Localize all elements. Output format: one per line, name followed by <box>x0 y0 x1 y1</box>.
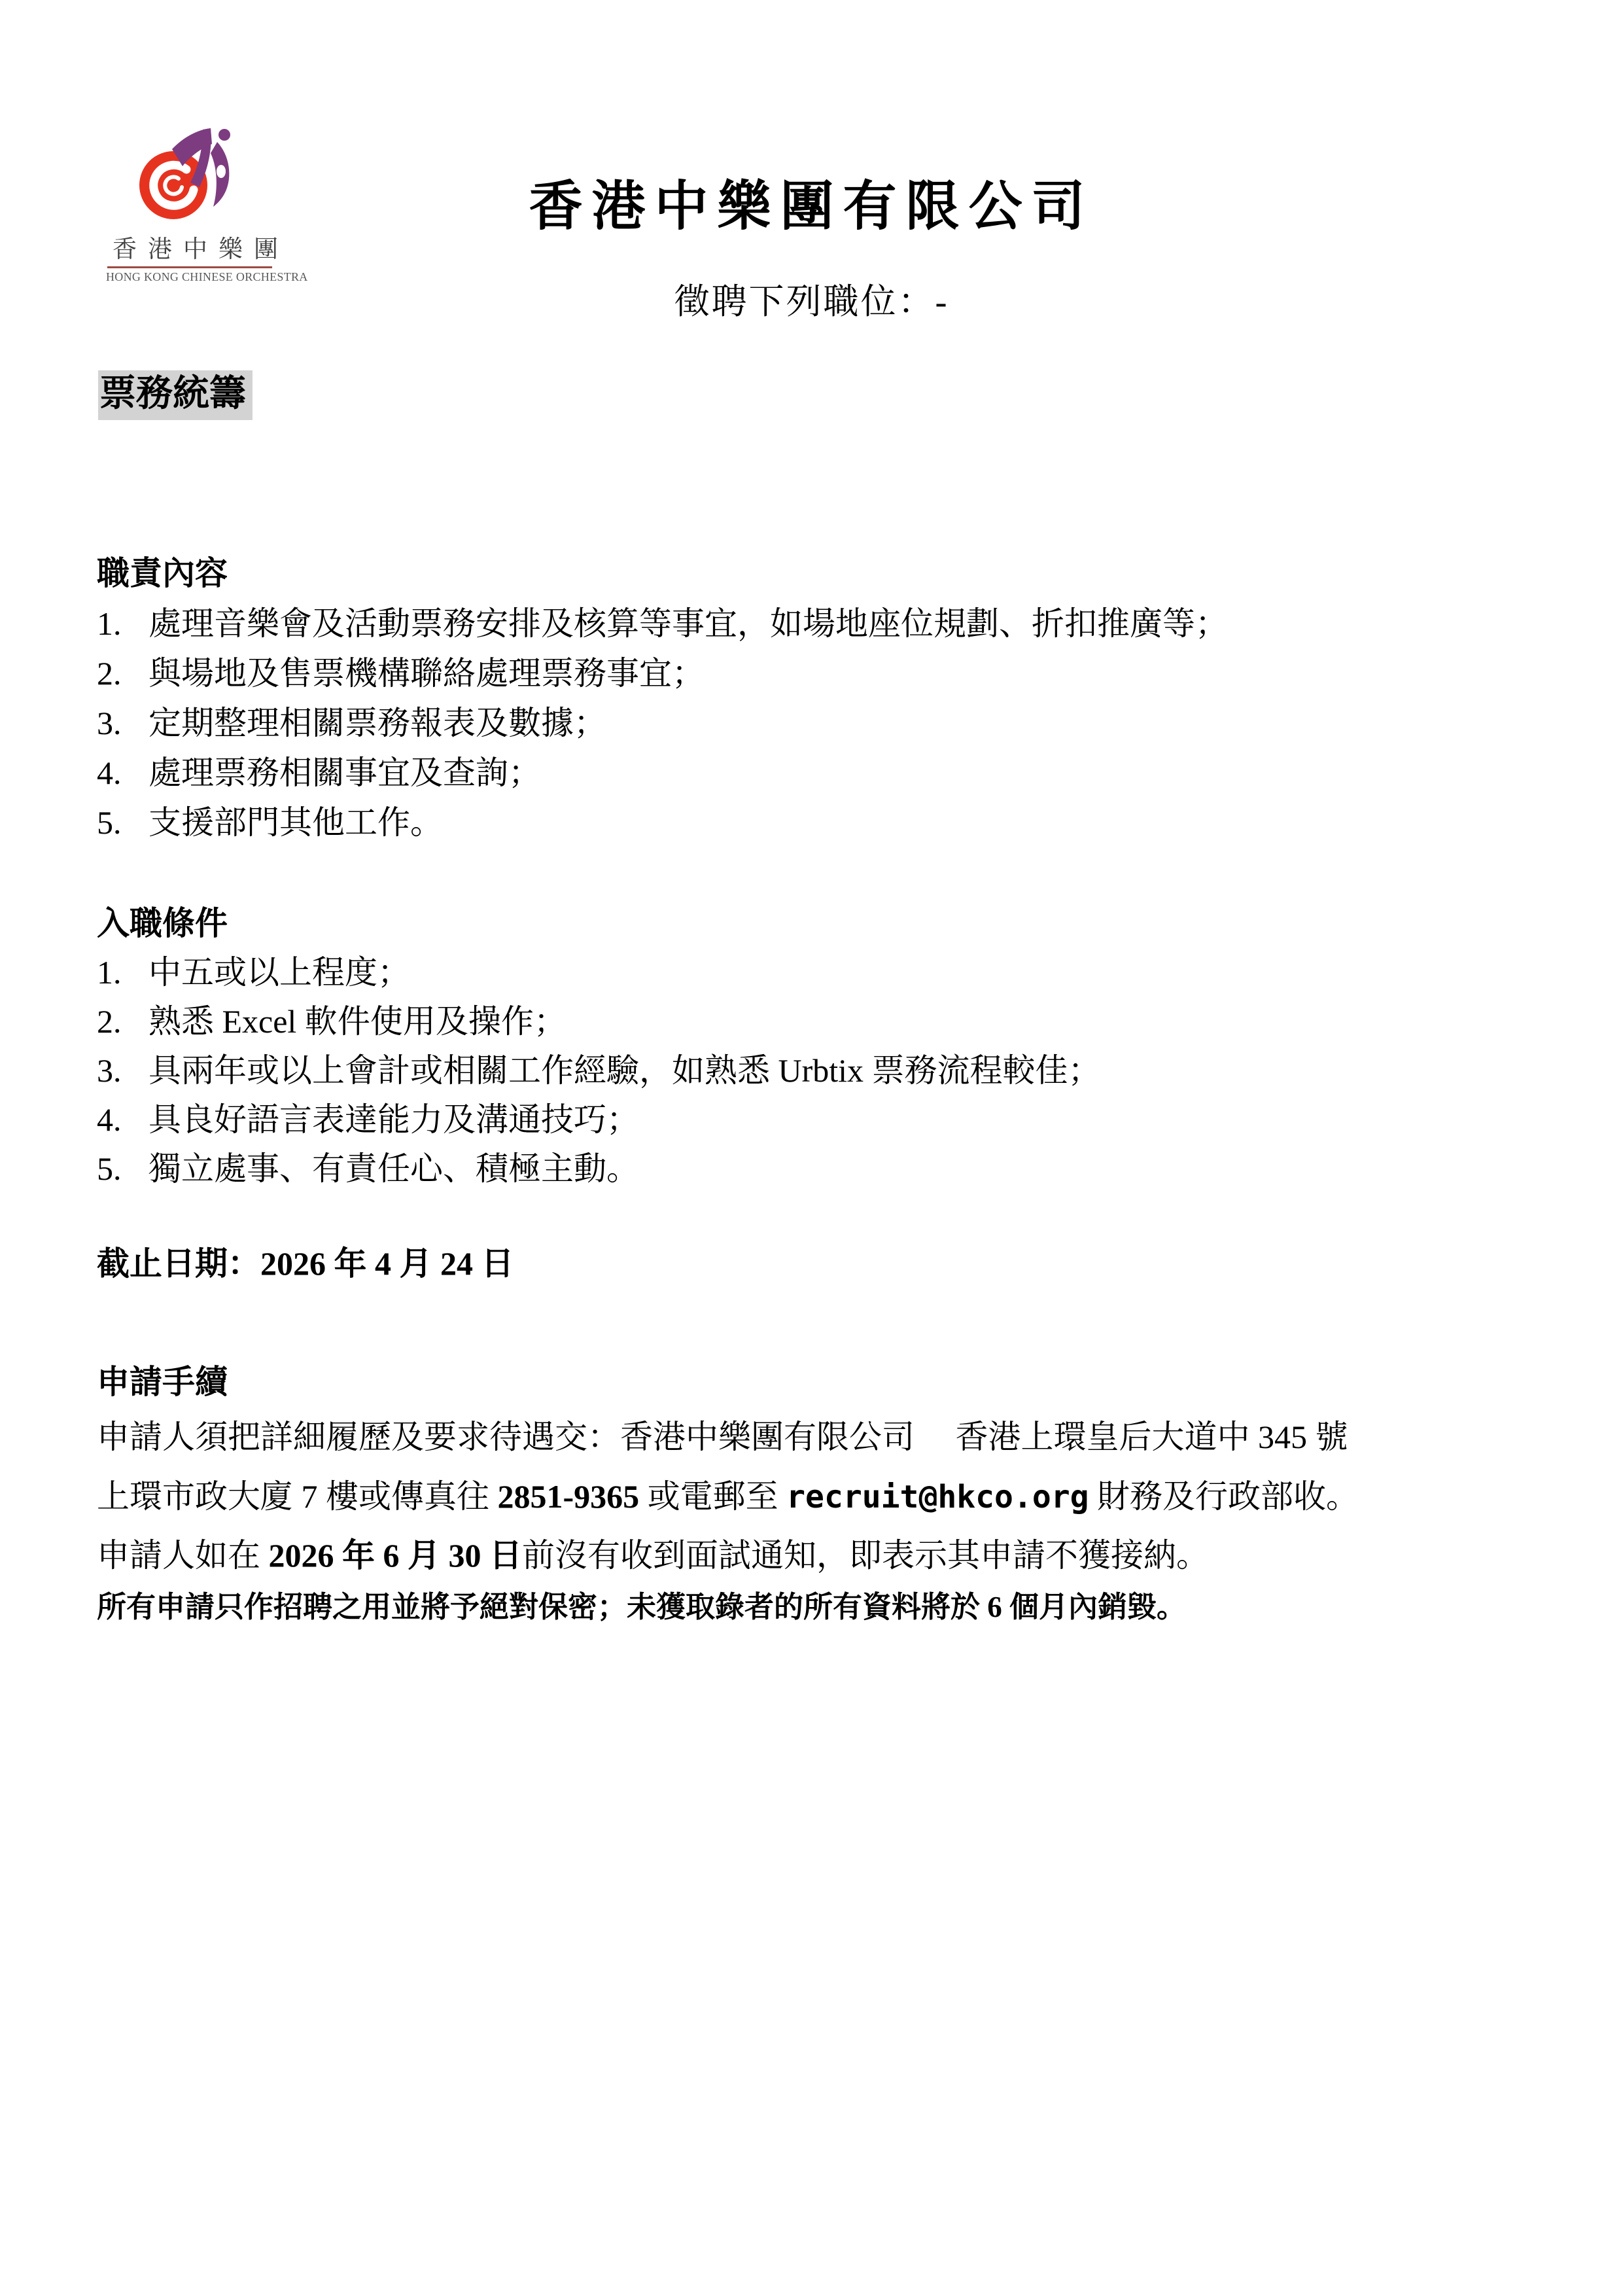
duty-item <box>97 647 705 694</box>
logo-english-name: HONG KONG CHINESE ORCHESTRA <box>106 270 308 283</box>
requirement-item <box>97 1044 1101 1091</box>
requirement-item-number: 3. <box>97 1052 122 1089</box>
duty-item <box>97 796 443 843</box>
requirement-item <box>97 995 567 1042</box>
company-title: 香港中樂團有限公司 <box>529 177 1094 236</box>
reply-deadline-date: 2026 年 6 月 30 日 <box>268 1537 522 1574</box>
deadline-line: 截止日期：2026 年 4 月 24 日 <box>97 1245 514 1282</box>
requirement-item-text: 具兩年或以上會計或相關工作經驗，如熟悉 Urbtix 票務流程較佳； <box>148 1052 1101 1089</box>
application-line-2-text: 上環市政大廈 7 樓或傳真往 <box>97 1478 498 1515</box>
privacy-statement: 所有申請只作招聘之用並將予絕對保密；未獲取錄者的所有資料將於 6 個月內銷毀。 <box>97 1591 1187 1623</box>
requirement-item <box>97 1093 639 1140</box>
requirement-item-number: 4. <box>97 1101 122 1138</box>
duty-item-number: 5. <box>97 804 122 841</box>
requirements-heading: 入職條件 <box>97 905 228 942</box>
application-line-3 <box>97 1529 1209 1576</box>
duty-item-number: 3. <box>97 705 122 741</box>
requirement-item-text: 具良好語言表達能力及溝通技巧； <box>148 1101 639 1138</box>
requirement-item-text: 中五或以上程度； <box>148 954 410 991</box>
application-line-2-text: 財務及行政部收。 <box>1089 1478 1359 1515</box>
logo-chinese-name: 香港中樂團 <box>113 236 289 263</box>
requirement-item-text: 獨立處事、有責任心、積極主動。 <box>148 1150 639 1187</box>
duty-item-text: 處理音樂會及活動票務安排及核算等事宜，如場地座位規劃、折扣推廣等； <box>148 605 1228 642</box>
requirement-item <box>97 1142 639 1190</box>
application-line-1: 申請人須把詳細履歷及要求待遇交：香港中樂團有限公司 香港上環皇后大道中 345 號 <box>97 1419 1348 1455</box>
job-position-title: 票務統籌 <box>98 370 253 420</box>
recruit-subtitle: 徵聘下列職位：- <box>674 282 949 321</box>
application-heading: 申請手續 <box>97 1364 228 1400</box>
application-line-3-text: 前沒有收到面試通知，即表示其申請不獲接納。 <box>522 1537 1209 1574</box>
duty-item-text: 定期整理相關票務報表及數據； <box>148 705 606 741</box>
duty-item-number: 1. <box>97 605 122 642</box>
duty-item-number: 4. <box>97 754 122 791</box>
duty-item-text: 與場地及售票機構聯絡處理票務事宜； <box>148 655 705 692</box>
duty-item-text: 處理票務相關事宜及查詢； <box>148 754 541 791</box>
duty-item-text: 支援部門其他工作。 <box>148 804 443 841</box>
requirement-item-text: 熟悉 Excel 軟件使用及操作； <box>148 1003 567 1040</box>
duty-item <box>97 697 606 744</box>
duty-item <box>97 597 1228 645</box>
requirement-item-number: 5. <box>97 1150 122 1187</box>
requirement-item-number: 2. <box>97 1003 122 1040</box>
application-line-3-text: 申請人如在 <box>97 1537 269 1574</box>
logo-divider <box>107 266 272 268</box>
requirement-item <box>97 946 410 993</box>
application-line-2 <box>97 1470 1359 1517</box>
duties-heading: 職責內容 <box>97 555 228 592</box>
requirement-item-number: 1. <box>97 954 122 991</box>
duty-item <box>97 747 541 794</box>
duty-item-number: 2. <box>97 655 122 692</box>
application-line-2-text: 或電郵至 <box>639 1478 787 1515</box>
fax-number: 2851-9365 <box>497 1478 640 1515</box>
recruit-email: recruit@hkco.org <box>786 1479 1089 1515</box>
